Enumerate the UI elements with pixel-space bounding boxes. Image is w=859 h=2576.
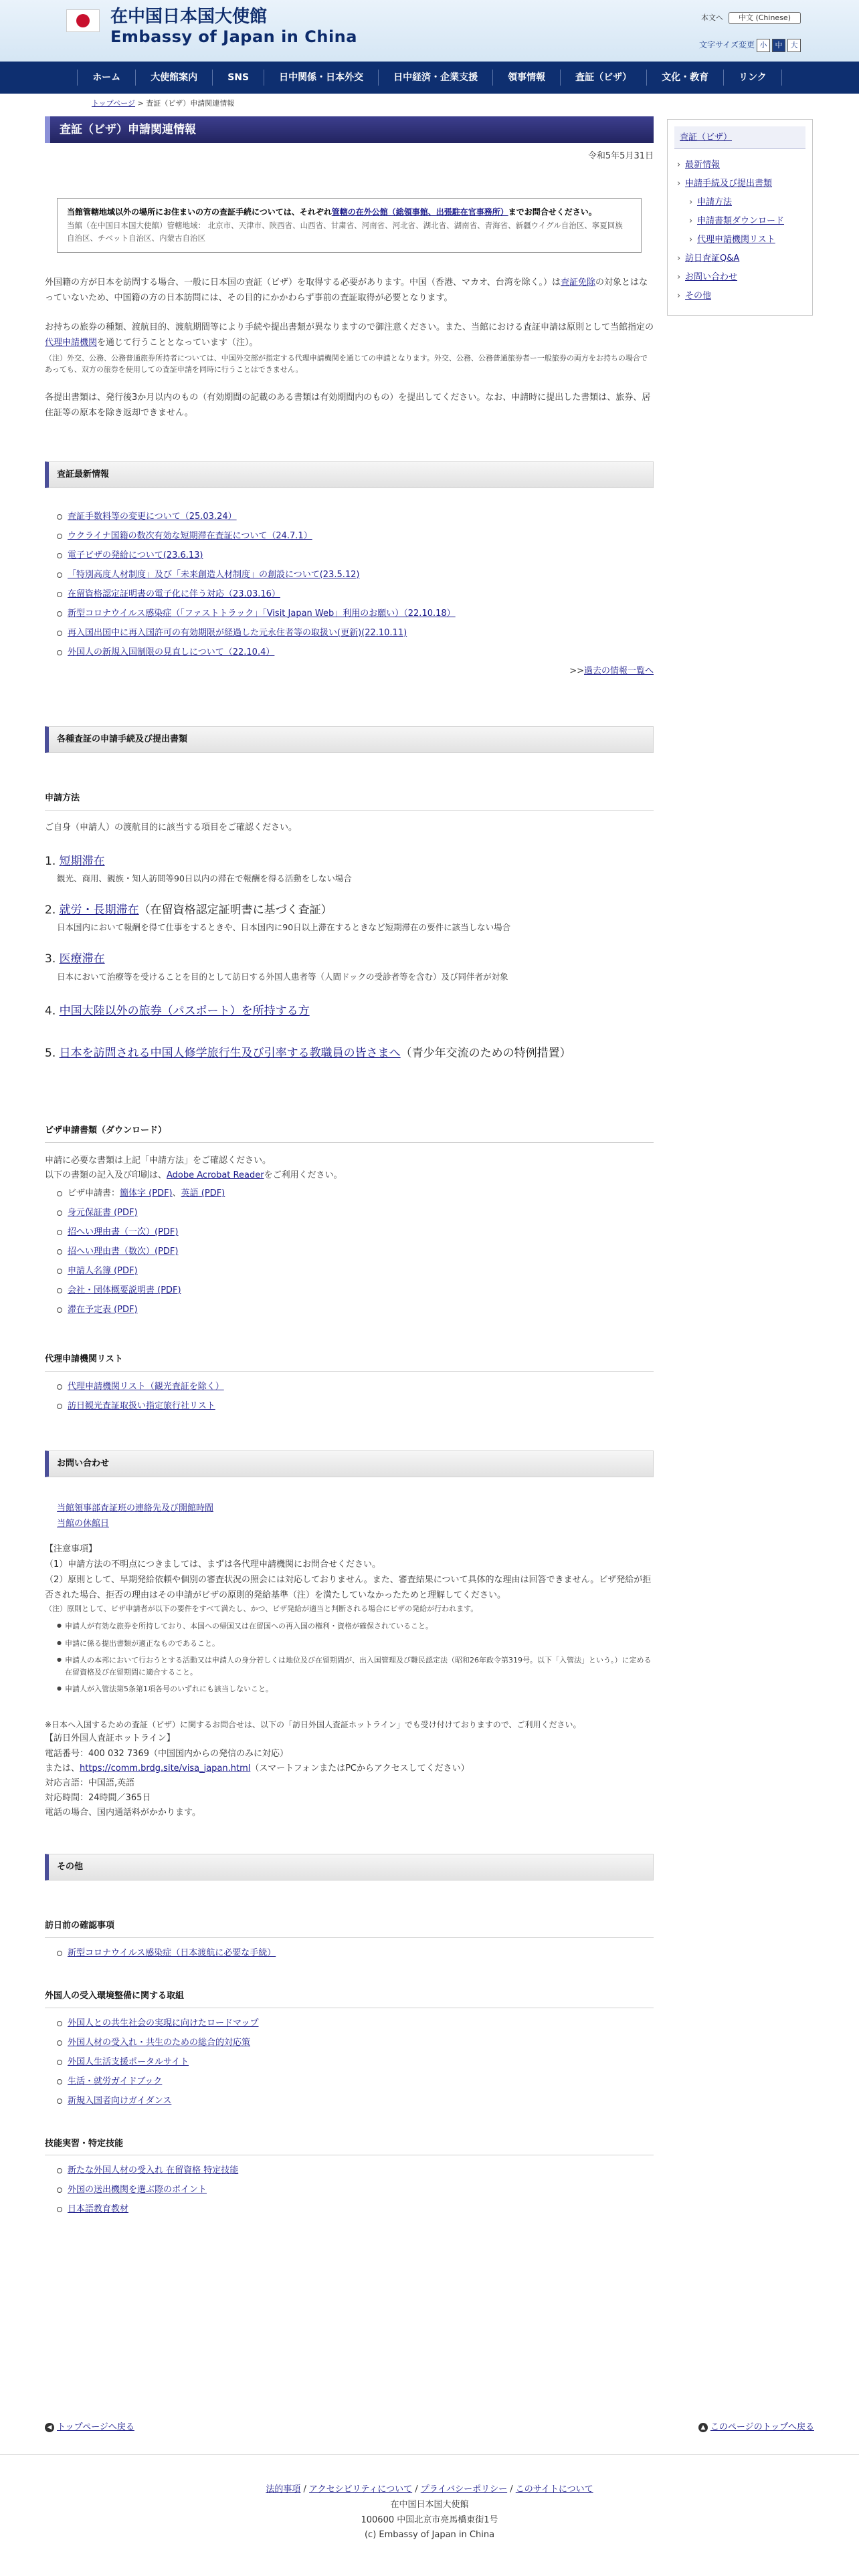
sidebar-link[interactable]: 最新情報 (685, 159, 721, 170)
list-item (54, 2199, 654, 2219)
latest-info-link[interactable]: 新型コロナウイルス感染症（「ファストトラック」「Visit Japan Web」利用のお願い）（22.10.18） (68, 608, 456, 619)
forms-intro-2a: 以下の書類の記入及び印刷は、 (45, 1170, 167, 1181)
method-link[interactable]: 短期滞在 (59, 854, 105, 868)
application-method-title (45, 853, 654, 871)
procedures-heading: 各種査証の申請手続及び提出書類 (45, 726, 654, 753)
list-item (54, 2014, 654, 2033)
list-item (54, 546, 654, 565)
breadcrumb (45, 94, 814, 114)
notice-text-1: 当館管轄地域以外の場所にお住まいの方の査証手続については、それぞれ (67, 207, 332, 217)
method-description: 日本において治療等を受けることを目的として訪日する外国人患者等（人間ドックの受診者等を含む）及び同伴者が対象 (57, 971, 508, 982)
list-item (54, 1242, 654, 1261)
method-number: 3. (45, 952, 56, 966)
nav-item[interactable]: 日中経済・企業支援 (378, 70, 492, 86)
footer-separator: / (300, 2484, 310, 2494)
environment-link[interactable]: 外国人との共生社会の実現に向けたロードマップ (68, 2018, 259, 2028)
sidebar-item (674, 287, 805, 306)
application-methods (45, 853, 654, 1063)
hotline-url-note: （スマートフォンまたはPCからアクセスしてください） (250, 1763, 470, 1774)
form-download-link[interactable]: 身元保証書 (PDF) (68, 1208, 138, 1218)
latest-info-link[interactable]: 電子ビザの発給について(23.6.13) (68, 550, 203, 560)
latest-info-list (54, 507, 654, 662)
footer-divider (0, 2454, 859, 2455)
footer-link[interactable]: このサイトについて (515, 2484, 593, 2494)
sidebar-link[interactable]: 訪日査証Q&A (685, 253, 740, 263)
method-link[interactable]: 中国大陸以外の旅券（パスポート）を所持する方 (59, 1004, 310, 1018)
forms-heading: ビザ申請書類（ダウンロード） (45, 1124, 654, 1143)
consular-contact-link[interactable]: 当館領事部査証班の連絡先及び開館時間 (57, 1503, 214, 1513)
application-method-title (45, 950, 654, 968)
pre-visit-heading: 訪日前の確認事項 (45, 1919, 654, 1938)
hotline-hours: 対応時間：24時間／365日 (45, 1792, 151, 1803)
application-method-title (45, 901, 654, 920)
application-method (45, 1002, 654, 1021)
visa-form-english-link[interactable]: 英語 (PDF) (181, 1188, 225, 1199)
agency-list-link[interactable]: 代理申請機関リスト（観光査証を除く） (68, 1381, 224, 1392)
list-item (54, 565, 654, 584)
sidebar (667, 119, 813, 316)
sidebar-item (674, 231, 805, 249)
page-title: 査証（ビザ）申請関連情報 (45, 116, 654, 143)
holiday-link[interactable]: 当館の休館日 (57, 1518, 110, 1529)
forms-intro-2b: をご利用ください。 (264, 1170, 343, 1181)
method-suffix: （在留資格認定証明書に基づく査証） (138, 903, 332, 918)
latest-info-link[interactable]: 外国人の新規入国制限の見直しについて（22.10.4） (68, 647, 275, 657)
application-method (45, 901, 654, 934)
list-item (54, 623, 654, 643)
method-suffix: （青少年交流のための特例措置） (400, 1046, 571, 1060)
pre-visit-link[interactable]: 新型コロナウイルス感染症（日本渡航に必要な手続） (68, 1947, 276, 1958)
contact-links (57, 1501, 654, 1532)
notes-title: 【注意事項】 (45, 1544, 98, 1555)
method-number: 2. (45, 903, 56, 918)
forms-download-list (54, 1203, 654, 1319)
publish-date: 令和5年5月31日 (587, 150, 654, 161)
list-item (54, 507, 654, 526)
issuance-criteria-list (45, 1620, 654, 1695)
list-item (54, 2180, 654, 2199)
back-to-top-link[interactable]: このページのトップへ戻る (710, 2422, 814, 2432)
form-download-link[interactable]: 申請人名簿 (PDF) (68, 1266, 138, 1277)
hotline-url-link[interactable]: https://comm.brdg.site/visa_japan.html (80, 1763, 251, 1774)
criteria-item: ● 申請人の本邦において行おうとする活動又は申請人の身分若しくは地位及び在留期間が、出入国管理及び難民認定法（昭和26年政令第319号。以下「入管法」という。）に定める在留資格及び在留期間に適合すること。 (45, 1654, 654, 1678)
skill-heading: 技能実習・特定技能 (45, 2137, 654, 2156)
list-item (54, 1203, 654, 1222)
environment-heading: 外国人の受入環境整備に関する取組 (45, 1990, 654, 2008)
footer-address: 100600 中国北京市亮馬橋東街1号 (361, 2514, 498, 2525)
sidebar-link[interactable]: 代理申請機関リスト (697, 234, 775, 245)
visa-form-label: ビザ申請書： (68, 1188, 120, 1199)
list-item (54, 1222, 654, 1242)
sidebar-link[interactable]: その他 (685, 290, 712, 301)
method-link[interactable]: 就労・長期滞在 (59, 903, 139, 918)
method-description: 日本国内において報酬を得て仕事をするときや、日本国内に90日以上滞在するときなど短期滞在の要件に該当しない場合 (57, 922, 511, 933)
site-header (0, 0, 859, 62)
list-item (54, 584, 654, 604)
other-heading: その他 (45, 1854, 654, 1881)
list-item (54, 2161, 654, 2180)
font-size-large-button[interactable]: 大 (787, 39, 801, 52)
form-download-link[interactable]: 会社・団体概要説明書 (PDF) (68, 1285, 181, 1296)
latest-info-link[interactable]: 「特別高度人材制度」及び「未来創造人材制度」の創設について(23.5.12) (68, 569, 360, 580)
list-item (54, 1943, 654, 1963)
agency-list (54, 1377, 654, 1416)
breadcrumb-current: 査証（ビザ）申請関連情報 (146, 99, 235, 108)
list-item (54, 1261, 654, 1281)
note-2: （2）原則として、早期発給依頼や個別の審査状況の照会には対応しておりません。また、審査結果について具体的な理由は回答できません。ビザ発給が拒否された場合、拒否の理由はその申請がビザの原則的発給基準（注）を満たしていなかったためと理解してください。 (45, 1574, 652, 1600)
procedure-text-b: を通じて行うこととなっています（注）。 (97, 338, 258, 348)
method-heading: 申請方法 (45, 792, 654, 811)
forms-list (54, 1184, 654, 1203)
forms-intro-1: 申請に必要な書類は上記「申請方法」をご確認ください。 (45, 1155, 272, 1166)
sidebar-link[interactable]: 申請手続及び提出書類 (685, 178, 773, 189)
hotline-or: または、 (45, 1763, 80, 1774)
issuance-criteria-note: （注）原則として、ビザ申請者が以下の要件をすべて満たし、かつ、ビザ発給が適当と判断される場合にビザの発給が行われます。 (45, 1604, 478, 1614)
list-item (54, 2072, 654, 2091)
sidebar-item (674, 249, 805, 268)
consulates-link[interactable]: 管轄の在外公館（総領事館、出張駐在官事務所） (331, 207, 508, 217)
footer-name: 在中国日本国大使館 (390, 2499, 469, 2510)
list-item (54, 1300, 654, 1319)
forms-intro (45, 1154, 654, 1184)
sidebar-link[interactable]: お問い合わせ (685, 272, 738, 282)
visa-exemption-link[interactable]: 査証免除 (561, 277, 596, 288)
latest-info-heading: 査証最新情報 (45, 461, 654, 488)
footer-copyright: (c) Embassy of Japan in China (364, 2530, 495, 2541)
criteria-item: ● 申請人が有効な旅券を所持しており、本国への帰国又は在留国への再入国の権利・資格が確保されていること。 (45, 1620, 654, 1632)
footer-link[interactable]: プライバシーポリシー (420, 2484, 508, 2494)
visa-form-separator: 、 (172, 1188, 181, 1199)
nav-item[interactable]: 日中関係・日本外交 (264, 70, 378, 86)
agency-heading: 代理申請機関リスト (45, 1353, 654, 1372)
intro-text-a: 外国籍の方が日本を訪問する場合、一般に日本国の査証（ビザ）を取得する必要があります。中国（香港、マカオ、台湾を除く。）は (45, 277, 561, 288)
site-footer (0, 2482, 859, 2543)
form-download-link[interactable]: 滞在予定表 (PDF) (68, 1305, 138, 1315)
font-size-label: 文字サイズ変更 (698, 40, 755, 50)
method-number: 1. (45, 854, 56, 868)
criteria-item: ● 申請に係る提出書類が適正なものであること。 (45, 1638, 654, 1650)
hotline-title: 【訪日外国人査証ホットライン】 (45, 1733, 175, 1744)
hotline-block (45, 1718, 654, 1820)
environment-link[interactable]: 外国人生活支援ポータルサイト (68, 2056, 189, 2067)
list-item (54, 2091, 654, 2111)
sidebar-item (674, 156, 805, 175)
procedure-note: （注）外交、公務、公務普通旅券所持者については、中国外交部が指定する代理申請機関を通じての申請となります。外交、公務、公務普通旅券者ー一般旅券の両方をお持ちの場合であっても、双方の旅券を使用しての査証申請を同時に行うことはできません。 (45, 353, 648, 374)
visa-form-simplified-link[interactable]: 簡体字 (PDF) (120, 1188, 173, 1199)
skill-link[interactable]: 外国の送出機関を選ぶ際のポイント (68, 2185, 207, 2195)
main-content (45, 114, 654, 2220)
environment-link[interactable]: 生活・就労ガイドブック (68, 2076, 163, 2086)
method-link[interactable]: 医療滞在 (59, 952, 105, 966)
sidebar-menu (674, 156, 805, 306)
method-description: 観光、商用、親族・知人訪問等90日以内の滞在で報酬を得る活動をしない場合 (57, 873, 352, 884)
jurisdiction-note: 当館（在中国日本国大使館）管轄地域： 北京市、天津市、陝西省、山西省、甘粛省、河南省、河北省、湖北省、湖南省、青海省、新疆ウイグル自治区、寧夏回族 自治区、チベット自治区、内蒙古自治区 (67, 220, 623, 243)
footer-links (0, 2482, 859, 2498)
method-intro: ご自身（申請人）の渡航目的に該当する項目をご確認ください。 (45, 823, 298, 833)
nav-item[interactable]: ホーム (77, 70, 135, 86)
hotline-phone: 電話番号：400 032 7369（中国国内からの発信のみに対応） (45, 1748, 288, 1759)
list-item (54, 1281, 654, 1300)
more-info-row (45, 665, 654, 679)
font-size-control (699, 39, 801, 52)
sidebar-link[interactable]: 申請書類ダウンロード (697, 215, 785, 226)
main-nav (0, 62, 859, 94)
environment-link[interactable]: 外国人材の受入れ・共生のための総合的対応策 (68, 2037, 251, 2048)
latest-info-link[interactable]: 在留資格認定証明書の電子化に伴う対応（23.03.16） (68, 588, 280, 599)
agency-list-link[interactable]: 訪日観光査証取扱い指定旅行社リスト (68, 1400, 215, 1411)
list-item (54, 1184, 654, 1203)
procedure-text-a: お持ちの旅券の種類、渡航目的、渡航期間等により手続や提出書類が異なりますので御注意ください。また、当館における査証申請は原則として当館指定の (45, 322, 654, 333)
japan-flag-icon (66, 9, 100, 32)
list-item (54, 2052, 654, 2072)
nav-item[interactable]: 査証（ビザ） (560, 70, 646, 86)
application-method (45, 1045, 654, 1063)
breadcrumb-separator: > (135, 99, 147, 108)
site-title-en[interactable]: Embassy of Japan in China (110, 27, 357, 47)
pre-visit-list (54, 1943, 654, 1963)
application-method (45, 853, 654, 885)
hotline-intro: ※日本へ入国するための査証（ビザ）に関するお問合せは、以下の「訪日外国人査証ホットライン」でも受け付けておりますので、ご利用ください。 (45, 1720, 581, 1730)
skill-link[interactable]: 日本語教育教材 (68, 2204, 129, 2215)
procedure-paragraph (45, 320, 654, 351)
font-size-small-button[interactable]: 小 (757, 39, 770, 52)
chevron-up-icon: ▲ (698, 2423, 708, 2432)
application-method (45, 950, 654, 983)
skill-link[interactable]: 新たな外国人材の受入れ 在留資格 特定技能 (68, 2165, 239, 2176)
more-info-prefix: >> (569, 665, 584, 676)
sidebar-item (674, 175, 805, 193)
criteria-item: ● 申請人が入管法第5条第1項各号のいずれにも該当しないこと。 (45, 1683, 654, 1695)
back-to-home-link[interactable]: トップページへ戻る (57, 2422, 134, 2432)
sidebar-title[interactable]: 査証（ビザ） (674, 126, 805, 149)
latest-info-link[interactable]: 再入国出国中に再入国許可の有効期限が経過した元永住者等の取扱い(更新)(22.10.11) (68, 627, 407, 638)
chevron-left-icon: ◀ (45, 2423, 54, 2432)
skill-list (54, 2161, 654, 2219)
nav-item[interactable]: 文化・教育 (646, 70, 723, 86)
nav-item[interactable]: SNS (212, 70, 264, 86)
sidebar-item (674, 212, 805, 231)
list-item (54, 1377, 654, 1396)
latest-info-link[interactable]: ウクライナ国籍の数次有効な短期滞在査証について（24.7.1） (68, 530, 312, 541)
footer-separator: / (412, 2484, 421, 2494)
past-info-link[interactable]: 過去の情報一覧へ (583, 665, 654, 676)
form-download-link[interactable]: 招へい理由書（数次）(PDF) (68, 1247, 179, 1257)
intro-paragraph (45, 276, 654, 306)
site-title[interactable] (110, 7, 357, 47)
agency-link[interactable]: 代理申請機関 (45, 338, 98, 348)
skip-to-content-link[interactable]: 本文へ (700, 13, 723, 23)
hotline-language: 対応言語：中国語,英語 (45, 1778, 135, 1788)
intro-text-b: の対象とはなっていないため、中国籍の方の日本訪問には、その目的にかかわらず事前の査証取得が必要となります。 (45, 277, 648, 303)
sidebar-item (674, 268, 805, 287)
language-bar (701, 12, 801, 24)
list-item (54, 604, 654, 623)
contact-heading: お問い合わせ (45, 1451, 654, 1477)
nav-item[interactable]: 大使館案内 (135, 70, 212, 86)
notes-block (45, 1542, 654, 1603)
font-size-medium-button[interactable]: 中 (772, 39, 785, 52)
acrobat-reader-link[interactable]: Adobe Acrobat Reader (167, 1170, 264, 1181)
site-title-jp[interactable]: 在中国日本国大使館 (110, 7, 268, 27)
footer-separator: / (507, 2484, 516, 2494)
breadcrumb-home-link[interactable]: トップページ (92, 99, 136, 108)
list-item (54, 526, 654, 546)
hotline-fee: 電話の場合、国内通話料がかかります。 (45, 1807, 201, 1818)
language-switch-button[interactable]: 中文 (Chinese) (729, 12, 801, 24)
method-number: 4. (45, 1004, 56, 1018)
note-1: （1）申請方法の不明点につきましては、まずは各代理申請機関にお問合せください。 (45, 1560, 381, 1570)
nav-item[interactable]: 領事情報 (492, 70, 560, 86)
list-item (54, 643, 654, 662)
method-link[interactable]: 日本を訪問される中国人修学旅行生及び引率する教職員の皆さまへ (59, 1046, 401, 1060)
latest-info-link[interactable]: 査証手数料等の変更について（25.03.24） (68, 511, 237, 522)
footer-link[interactable]: 法的事項 (266, 2484, 301, 2494)
jurisdiction-notice (57, 198, 642, 252)
form-download-link[interactable]: 招へい理由書（一次）(PDF) (68, 1227, 179, 1238)
application-method-title (45, 1002, 654, 1021)
list-item (54, 2033, 654, 2052)
environment-list (54, 2014, 654, 2111)
nav-item[interactable]: リンク (723, 70, 782, 86)
sidebar-link[interactable]: 申請方法 (697, 197, 733, 207)
application-method-title (45, 1045, 654, 1063)
footer-link[interactable]: アクセシビリティについて (309, 2484, 413, 2494)
documents-paragraph: 各提出書類は、発行後3か月以内のもの（有効期間の記載のある書類は有効期間内のもの）を提出してください。なお、申請時に提出した書類は、旅券、居住証等の原本を除き返却できません。 (45, 393, 651, 418)
method-number: 5. (45, 1046, 56, 1060)
list-item (54, 1396, 654, 1416)
environment-link[interactable]: 新規入国者向けガイダンス (68, 2095, 172, 2106)
sidebar-item (674, 193, 805, 212)
notice-text-2: までお問合せください。 (508, 207, 597, 217)
